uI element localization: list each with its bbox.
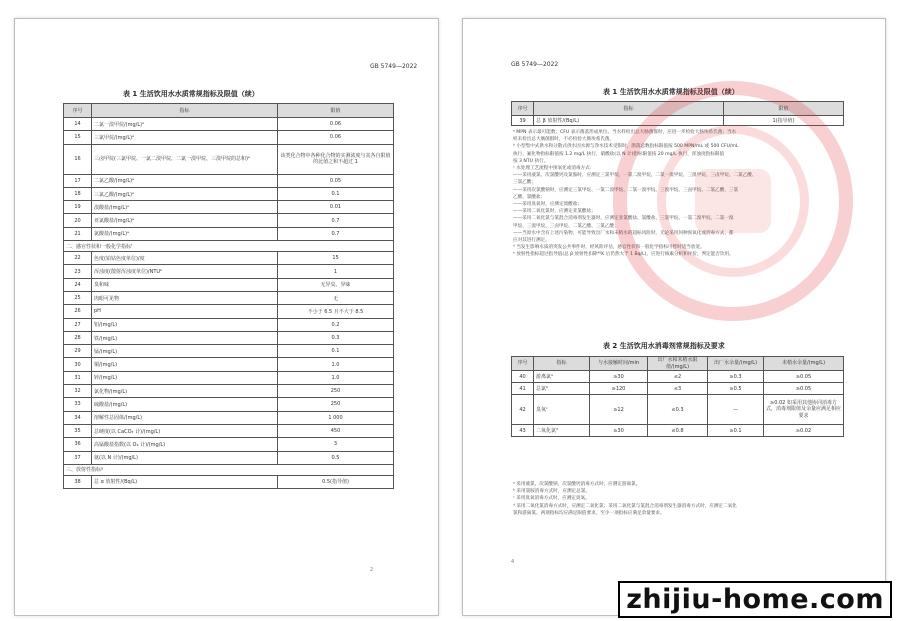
table-row (64, 371, 394, 384)
row-limit: 0.06 (278, 131, 394, 144)
t2-row-tap: ≥0.05 (764, 383, 844, 395)
footnote-line: ᵈ 当发生影响水质的突发公共事件时，经风险评估，感官性状和一般化学指标可暂时适当放宽。 (513, 245, 705, 251)
footnote-line: 按 3 NTU 执行。 (513, 158, 549, 164)
row-indicator: 亚氯酸盐/(mg/L)ᵉ (92, 214, 278, 227)
table2-footnotes (513, 481, 843, 517)
row-indicator: 三卤甲烷(三氯甲烷、一氯二溴甲烷、二氯一溴甲烷、三溴甲烷的总和)ᵉ (92, 144, 278, 174)
table-row (64, 345, 394, 358)
row-limit: 250 (278, 398, 394, 411)
table2-footnote-line: ᵈ 采用二氧化氯消毒方式时，应测定二氧化氯；采用二氧化氯与氯混合消毒剂发生器消毒方式时，应测定二氧化 (513, 503, 737, 509)
row-no: 24 (64, 278, 92, 291)
row-limit: 3 (278, 438, 394, 451)
table-row (64, 187, 394, 200)
t2-row-time: ≥12 (590, 395, 648, 425)
row-no: 18 (64, 187, 92, 200)
table-row (64, 358, 394, 371)
water-quality-table-cont (511, 101, 844, 126)
header-limit: 限值 (724, 102, 844, 116)
section-row-label: 二、感官性状和一般化学指标ᶠ (64, 241, 394, 252)
row-limit: 1 (278, 265, 394, 278)
table-row (64, 385, 394, 398)
document-page-left (14, 18, 439, 616)
footnote-line: ᵇ 小型集中式供水和分散式供水因水源与净水技术受限时，菌落总数指标限值按 500 MPN/mL 或 500 CFU/mL (513, 144, 739, 150)
table-row (64, 131, 394, 144)
row-no: 37 (64, 451, 92, 464)
row-limit: 0.3 (278, 331, 394, 344)
footnote-line: ——采用二氧化氯时，应测定亚氯酸盐； (513, 209, 596, 215)
footnote-line: ᵉ 放射性指标超过指导值(总 β 放射性扣除⁴⁰K 后仍然大于 1 Bq/L)，应进行核素分析和评价，判定能否饮用。 (513, 252, 734, 258)
row-indicator: 二氯一溴甲烷/(mg/L)ᵉ (92, 118, 278, 131)
t2-row-tap: ≥0.02 (764, 425, 844, 437)
row-limit: 450 (278, 424, 394, 437)
row-limit: 无异臭、异味 (278, 278, 394, 291)
header-limit: 限值 (278, 104, 394, 118)
t2-header-plant: 出厂水余量/(mg/L) (708, 357, 764, 371)
row-no: 17 (64, 174, 92, 187)
section-row (64, 464, 394, 475)
t2-header-indicator: 指标 (534, 357, 590, 371)
section-row (64, 241, 394, 252)
t2-header-time: 与水接触时间/min (590, 357, 648, 371)
row-indicator: 二氯乙酸/(mg/L)ᵉ (92, 174, 278, 187)
row-indicator: pH (92, 305, 278, 318)
t2-row-no: 42 (512, 395, 534, 425)
table-row (64, 118, 394, 131)
page-number: 2 (370, 567, 374, 573)
row-no: 14 (64, 118, 92, 131)
row-no: 34 (64, 411, 92, 424)
row-no: 38 (64, 475, 92, 488)
row-no: 22 (64, 252, 92, 265)
row-indicator: 铝/(mg/L) (92, 318, 278, 331)
table-footnotes (513, 129, 843, 259)
row-no: 35 (64, 424, 92, 437)
page-number: 4 (511, 559, 515, 565)
row-no: 15 (64, 131, 92, 144)
row-indicator: 铜/(mg/L) (92, 358, 278, 371)
header-no: 序号 (64, 104, 92, 118)
row-limit: 0.1 (278, 345, 394, 358)
row-indicator: 浑浊度(散射浑浊度单位)/NTUᵇ (92, 265, 278, 278)
row-limit: 0.5 (278, 451, 394, 464)
t2-row-time: ≥30 (590, 371, 648, 383)
t2-header-limit: 出厂水和末梢水限值/(mg/L) (648, 357, 708, 371)
t2-row-plant: ≥0.3 (708, 371, 764, 383)
row-no: 16 (64, 144, 92, 174)
row-limit: 该类化合物中各种化合物的实测浓度与其各自限值的比值之和不超过 1 (278, 144, 394, 174)
t2-header-no: 序号 (512, 357, 534, 371)
t2-row-limit: ≤3 (648, 383, 708, 395)
water-quality-table (63, 103, 394, 489)
row-indicator: 铁/(mg/L) (92, 331, 278, 344)
row-limit: 15 (278, 252, 394, 265)
header-indicator: 指标 (534, 102, 724, 116)
table2-row (512, 395, 844, 425)
row-limit: 1.0 (278, 371, 394, 384)
footnote-line: ——采用臭氧时，应测定溴酸盐； (513, 202, 582, 208)
t2-row-indicator: 游离氯ᵃ (534, 371, 590, 383)
t2-row-plant: ≥0.5 (708, 383, 764, 395)
t2-row-time: ≥30 (590, 425, 648, 437)
footnote-line: ——采用液氯、次氯酸钙及氯胺时，应测定三氯甲烷、一氯二溴甲烷、二氯一溴甲烷、三溴甲烷、三卤甲烷、二氯乙酸、 (513, 173, 757, 179)
row-no: 19 (64, 201, 92, 214)
row-limit: 1 000 (278, 411, 394, 424)
row-limit: 1.0 (278, 358, 394, 371)
t2-row-plant: — (708, 395, 764, 425)
t2-row-no: 40 (512, 371, 534, 383)
footnote-line: ——采用次氯酸钠时，应测定三氯甲烷、一氯二溴甲烷、二氯一溴甲烷、三溴甲烷、三卤甲烷、二氯乙酸、三氯 (513, 187, 739, 193)
table-row (64, 438, 394, 451)
row-indicator: 锌/(mg/L) (92, 371, 278, 384)
row-no: 30 (64, 358, 92, 371)
table2-footnote-line: ᵃ 采用液氯、次氯酸钠、次氯酸钙消毒方式时，应测定游离氯。 (513, 482, 641, 487)
table-row (64, 475, 394, 488)
row-indicator: 肉眼可见物 (92, 291, 278, 304)
standard-code: GB 5749—2022 (511, 61, 559, 68)
footnote-line: 甲烷、三溴甲烷、三卤甲烷、二氯乙酸、三氯乙酸； (513, 223, 619, 229)
row-limit: 0.5(指导值) (278, 475, 394, 488)
row-indicator: 总 α 放射性/(Bq/L) (92, 475, 278, 488)
row-indicator: 氨(以 N 计)/(mg/L) (92, 451, 278, 464)
disinfectant-table (511, 356, 844, 437)
row-indicator: 氯酸盐/(mg/L)ᵉ (92, 227, 278, 240)
row-no: 31 (64, 371, 92, 384)
table-header-row (64, 104, 394, 118)
table-row (512, 116, 844, 126)
table2-footnote-line: ᶜ 采用臭氧消毒方式时，应测定臭氧。 (513, 496, 590, 502)
t2-row-plant: ≥0.1 (708, 425, 764, 437)
table-row (64, 451, 394, 464)
table-row (64, 331, 394, 344)
table-row (64, 305, 394, 318)
row-indicator: 总硬度(以 CaCO₃ 计)/(mg/L) (92, 424, 278, 437)
row-limit: 0.2 (278, 318, 394, 331)
row-no: 29 (64, 345, 92, 358)
row-no: 27 (64, 318, 92, 331)
row-indicator: 三氯乙酸/(mg/L)ᵉ (92, 187, 278, 200)
table-row (64, 201, 394, 214)
row-limit: 0.7 (278, 214, 394, 227)
table-row (64, 265, 394, 278)
document-page-right (462, 18, 886, 616)
table2-footnote-line: 氯和游离氯。两项指标均应满足限值要求，至少一项指标应满足余量要求。 (513, 510, 665, 516)
table-row (64, 144, 394, 174)
row-no: 28 (64, 331, 92, 344)
table2-row (512, 425, 844, 437)
table2-row (512, 383, 844, 395)
table2-caption: 表 2 生活饮用水消毒剂常规指标及要求 (603, 342, 725, 350)
footnote-line: 执行，氟化物指标限值按 1.2 mg/L 执行，硝酸盐(以 N 计)指标限值按 20 mg/L 执行，浑浊度指标限值 (513, 151, 725, 157)
standard-code: GB 5749—2022 (370, 63, 418, 70)
table-row (64, 411, 394, 424)
row-indicator: 硫酸盐/(mg/L) (92, 398, 278, 411)
row-limit: 250 (278, 385, 394, 398)
row-no: 21 (64, 227, 92, 240)
row-no: 26 (64, 305, 92, 318)
table2-footnote-line: ᵇ 采用氯胺消毒方式时，应测定总氯。 (513, 489, 590, 495)
row-limit: 0.05 (278, 174, 394, 187)
footnote-line: ᵃ MPN 表示最可能数；CFU 表示菌落形成单位。当水样检出总大肠菌群时，应进一步检验大肠埃希氏菌；当水 (513, 130, 737, 135)
table-row (64, 398, 394, 411)
table-row (64, 318, 394, 331)
row-no: 25 (64, 291, 92, 304)
table-row (64, 278, 394, 291)
footnote-line: 乙酸、氯酸盐； (513, 194, 546, 200)
table-row (64, 291, 394, 304)
row-no: 32 (64, 385, 92, 398)
table-row (64, 252, 394, 265)
row-limit: 0.7 (278, 227, 394, 240)
row-limit: 0.06 (278, 118, 394, 131)
t2-row-limit: ≤0.8 (648, 425, 708, 437)
t2-row-no: 43 (512, 425, 534, 437)
t2-header-tap: 末梢水余量/(mg/L) (764, 357, 844, 371)
row-indicator: 溴酸盐/(mg/L)ᵉ (92, 201, 278, 214)
row-limit: 不小于 6.5 且不大于 8.5 (278, 305, 394, 318)
row-indicator: 三氯甲烷/(mg/L)ᵉ (92, 131, 278, 144)
table-row (64, 424, 394, 437)
row-no: 20 (64, 214, 92, 227)
table-row (64, 214, 394, 227)
t2-row-limit: ≤0.3 (648, 395, 708, 425)
row-indicator: 总 β 放射性/(Bq/L) (534, 116, 724, 126)
footnote-line: ᶜ 水处理工艺流程中预氧化或消毒方式： (513, 166, 595, 172)
row-indicator: 色度(铂钴色度单位)/度 (92, 252, 278, 265)
row-no: 36 (64, 438, 92, 451)
row-no: 39 (512, 116, 534, 126)
table-header-row (512, 102, 844, 116)
t2-row-indicator: 臭氧ᶜ (534, 395, 590, 425)
table-caption: 表 1 生活饮用水水质常规指标及限值（续） (123, 90, 259, 98)
row-no: 33 (64, 398, 92, 411)
t2-row-tap: ≥0.02 如采用其他协同消毒方式，消毒剂限值及余量应满足相应要求 (764, 395, 844, 425)
row-indicator: 臭和味 (92, 278, 278, 291)
footnote-line: 应对其进行测定。 (513, 238, 550, 244)
row-indicator: 高锰酸盐指数(以 O₂ 计)/(mg/L) (92, 438, 278, 451)
row-limit: 1(指导值) (724, 116, 844, 126)
row-indicator: 氯化物/(mg/L) (92, 385, 278, 398)
t2-row-no: 41 (512, 383, 534, 395)
table2-header-row (512, 357, 844, 371)
table-row (64, 227, 394, 240)
footnote-line: ——当原水中含有上述污染物，可能导致出厂水和末梢水的超标风险时，无论采用何种预氧化或消毒方式，都 (513, 230, 734, 236)
footnote-line: 样未检出总大肠菌群时，不必检验大肠埃希氏菌。 (513, 137, 615, 143)
row-limit: 0.1 (278, 187, 394, 200)
row-indicator: 溶解性总固体/(mg/L) (92, 411, 278, 424)
row-no: 23 (64, 265, 92, 278)
row-limit: 无 (278, 291, 394, 304)
row-limit: 0.01 (278, 201, 394, 214)
table-row (64, 174, 394, 187)
t2-row-indicator: 二氧化氯ᵈ (534, 425, 590, 437)
footnote-line: ——采用二氧化氯与氯混合消毒剂发生器时，应测定亚氯酸盐、氯酸盐、三氯甲烷、一氯二溴甲烷、二氯一溴 (513, 216, 734, 222)
watermark-logo: zhijiu-home.com (618, 581, 892, 618)
row-indicator: 锰/(mg/L) (92, 345, 278, 358)
t2-row-limit: ≤2 (648, 371, 708, 383)
footnote-line: 三氯乙酸； (513, 180, 536, 186)
header-no: 序号 (512, 102, 534, 116)
t2-row-time: ≥120 (590, 383, 648, 395)
section-row-label: 三、放射性指标ᵍ (64, 464, 394, 475)
header-indicator: 指标 (92, 104, 278, 118)
t2-row-indicator: 总氯ᵇ (534, 383, 590, 395)
table-caption: 表 1 生活饮用水水质常规指标及限值（续） (603, 88, 739, 96)
t2-row-tap: ≥0.05 (764, 371, 844, 383)
table2-row (512, 371, 844, 383)
